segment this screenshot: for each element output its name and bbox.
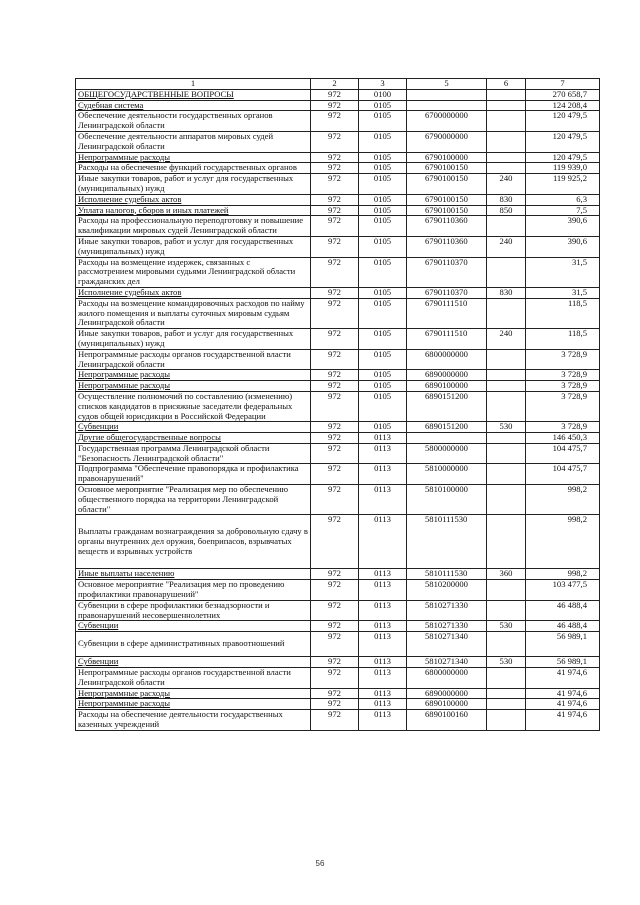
row-name-cell: Иные закупки товаров, работ и услуг для государственных (муниципальных) нужд xyxy=(76,329,311,350)
row-target-cell: 6790100000 xyxy=(407,152,487,163)
row-sum-cell: 270 658,7 xyxy=(526,89,600,100)
row-sum-cell: 390,6 xyxy=(526,216,600,237)
table-row xyxy=(76,131,600,152)
row-target-cell: 6800000000 xyxy=(407,668,487,689)
row-name-cell: Непрограммные расходы xyxy=(76,370,311,381)
table-row xyxy=(76,111,600,132)
table-row xyxy=(76,152,600,163)
row-type-cell xyxy=(487,257,526,287)
row-sum-cell: 3 728,9 xyxy=(526,349,600,370)
row-ved-cell: 972 xyxy=(311,668,359,689)
header-cell: 3 xyxy=(359,79,407,90)
row-target-cell: 6790100150 xyxy=(407,194,487,205)
row-ved-cell: 972 xyxy=(311,174,359,195)
row-name-cell: ОБЩЕГОСУДАРСТВЕННЫЕ ВОПРОСЫ xyxy=(76,89,311,100)
row-ved-cell: 972 xyxy=(311,236,359,257)
row-target-cell xyxy=(407,100,487,111)
row-section-cell: 0113 xyxy=(359,580,407,601)
row-ved-cell: 972 xyxy=(311,111,359,132)
row-name-cell: Расходы на профессиональную переподготовку и повышение квалификации мировых судей Ленинградской области xyxy=(76,216,311,237)
row-ved-cell: 972 xyxy=(311,298,359,328)
row-name-cell: Осуществление полномочий по составлению (изменению) списков кандидатов в присяжные заседатели федеральных судов общей юрисдикции в Российской Федерации xyxy=(76,391,311,421)
row-sum-cell: 119 925,2 xyxy=(526,174,600,195)
row-ved-cell: 972 xyxy=(311,621,359,632)
row-type-cell xyxy=(487,131,526,152)
row-target-cell: 6790111510 xyxy=(407,298,487,328)
row-type-cell xyxy=(487,111,526,132)
row-ved-cell: 972 xyxy=(311,349,359,370)
row-section-cell: 0105 xyxy=(359,174,407,195)
row-type-cell xyxy=(487,710,526,731)
row-name-cell: Выплаты гражданам вознаграждения за добровольную сдачу в органы внутренних дел оружия, боеприпасов, взрывчатых веществ и взрывных устройств xyxy=(76,515,311,569)
table-row xyxy=(76,621,600,632)
row-target-cell: 5810271340 xyxy=(407,632,487,657)
row-target-cell: 5810271340 xyxy=(407,657,487,668)
row-ved-cell: 972 xyxy=(311,163,359,174)
table-row xyxy=(76,205,600,216)
row-section-cell: 0113 xyxy=(359,710,407,731)
row-section-cell: 0105 xyxy=(359,194,407,205)
row-section-cell: 0113 xyxy=(359,569,407,580)
budget-table xyxy=(75,78,600,731)
row-target-cell: 6790100150 xyxy=(407,174,487,195)
row-ved-cell: 972 xyxy=(311,688,359,699)
row-sum-cell: 56 989,1 xyxy=(526,657,600,668)
row-name-cell: Непрограммные расходы xyxy=(76,152,311,163)
row-ved-cell: 972 xyxy=(311,100,359,111)
row-type-cell xyxy=(487,485,526,515)
row-name-cell: Непрограммные расходы органов государственной власти Ленинградской области xyxy=(76,668,311,689)
row-name-cell: Непрограммные расходы xyxy=(76,381,311,392)
row-ved-cell: 972 xyxy=(311,329,359,350)
row-sum-cell: 7,5 xyxy=(526,205,600,216)
row-ved-cell: 972 xyxy=(311,194,359,205)
row-sum-cell: 104 475,7 xyxy=(526,443,600,464)
table-row xyxy=(76,89,600,100)
row-target-cell: 6700000000 xyxy=(407,111,487,132)
row-ved-cell: 972 xyxy=(311,370,359,381)
row-ved-cell: 972 xyxy=(311,131,359,152)
row-name-cell: Иные закупки товаров, работ и услуг для государственных (муниципальных) нужд xyxy=(76,236,311,257)
row-ved-cell: 972 xyxy=(311,710,359,731)
row-type-cell: 240 xyxy=(487,236,526,257)
row-name-cell: Иные закупки товаров, работ и услуг для государственных (муниципальных) нужд xyxy=(76,174,311,195)
row-target-cell: 6790110360 xyxy=(407,216,487,237)
table-row xyxy=(76,464,600,485)
table-row xyxy=(76,236,600,257)
row-sum-cell: 146 450,3 xyxy=(526,433,600,444)
row-name-cell: Расходы на возмещение издержек, связанных с рассмотрением мировыми судьями Ленинградской области гражданских дел xyxy=(76,257,311,287)
row-name-cell: Непрограммные расходы органов государственной власти Ленинградской области xyxy=(76,349,311,370)
page-number: 56 xyxy=(315,859,325,868)
row-sum-cell: 56 989,1 xyxy=(526,632,600,657)
row-ved-cell: 972 xyxy=(311,89,359,100)
row-target-cell: 6890000000 xyxy=(407,370,487,381)
row-name-cell: Иные выплаты населению xyxy=(76,569,311,580)
row-sum-cell: 118,5 xyxy=(526,298,600,328)
row-ved-cell: 972 xyxy=(311,257,359,287)
row-section-cell: 0105 xyxy=(359,257,407,287)
row-target-cell: 6800000000 xyxy=(407,349,487,370)
row-section-cell: 0105 xyxy=(359,131,407,152)
table-row xyxy=(76,100,600,111)
row-ved-cell: 972 xyxy=(311,600,359,621)
row-sum-cell: 41 974,6 xyxy=(526,710,600,731)
row-section-cell: 0113 xyxy=(359,433,407,444)
row-type-cell xyxy=(487,89,526,100)
row-type-cell: 240 xyxy=(487,174,526,195)
row-target-cell: 6790110360 xyxy=(407,236,487,257)
row-sum-cell: 998,2 xyxy=(526,515,600,569)
row-sum-cell: 124 208,4 xyxy=(526,100,600,111)
table-row xyxy=(76,391,600,421)
row-name-cell: Государственная программа Ленинградской области "Безопасность Ленинградской области" xyxy=(76,443,311,464)
row-type-cell xyxy=(487,688,526,699)
row-sum-cell: 120 479,5 xyxy=(526,111,600,132)
row-target-cell: 6890100000 xyxy=(407,381,487,392)
row-target-cell: 5810000000 xyxy=(407,464,487,485)
row-ved-cell: 972 xyxy=(311,657,359,668)
row-sum-cell: 120 479,5 xyxy=(526,152,600,163)
row-ved-cell: 972 xyxy=(311,433,359,444)
row-name-cell: Субвенции xyxy=(76,621,311,632)
table-row xyxy=(76,216,600,237)
row-target-cell: 6890151200 xyxy=(407,391,487,421)
table-row xyxy=(76,381,600,392)
row-section-cell: 0113 xyxy=(359,464,407,485)
table-row xyxy=(76,632,600,657)
row-sum-cell: 31,5 xyxy=(526,257,600,287)
row-section-cell: 0113 xyxy=(359,443,407,464)
row-ved-cell: 972 xyxy=(311,632,359,657)
row-type-cell xyxy=(487,163,526,174)
row-sum-cell: 41 974,6 xyxy=(526,699,600,710)
row-name-cell: Исполнение судебных актов xyxy=(76,287,311,298)
table-row xyxy=(76,699,600,710)
row-target-cell: 6890000000 xyxy=(407,688,487,699)
row-sum-cell: 31,5 xyxy=(526,287,600,298)
table-row xyxy=(76,688,600,699)
row-section-cell: 0105 xyxy=(359,422,407,433)
row-type-cell xyxy=(487,443,526,464)
row-target-cell: 5810111530 xyxy=(407,569,487,580)
row-section-cell: 0105 xyxy=(359,329,407,350)
row-ved-cell: 972 xyxy=(311,580,359,601)
row-type-cell xyxy=(487,349,526,370)
row-sum-cell: 118,5 xyxy=(526,329,600,350)
row-type-cell xyxy=(487,433,526,444)
row-target-cell xyxy=(407,89,487,100)
row-ved-cell: 972 xyxy=(311,443,359,464)
row-name-cell: Судебная система xyxy=(76,100,311,111)
row-ved-cell: 972 xyxy=(311,205,359,216)
row-section-cell: 0105 xyxy=(359,152,407,163)
row-type-cell xyxy=(487,391,526,421)
row-target-cell: 6890100000 xyxy=(407,699,487,710)
table-row xyxy=(76,668,600,689)
row-section-cell: 0105 xyxy=(359,370,407,381)
table-row xyxy=(76,710,600,731)
row-type-cell xyxy=(487,381,526,392)
row-name-cell: Расходы на обеспечение деятельности государственных казенных учреждений xyxy=(76,710,311,731)
table-row xyxy=(76,433,600,444)
table-row xyxy=(76,257,600,287)
row-target-cell: 5810200000 xyxy=(407,580,487,601)
row-sum-cell: 46 488,4 xyxy=(526,621,600,632)
table-row xyxy=(76,370,600,381)
row-ved-cell: 972 xyxy=(311,152,359,163)
row-target-cell: 6890151200 xyxy=(407,422,487,433)
row-target-cell: 6790000000 xyxy=(407,131,487,152)
row-sum-cell: 390,6 xyxy=(526,236,600,257)
table-row xyxy=(76,163,600,174)
table-row xyxy=(76,329,600,350)
row-target-cell: 5810100000 xyxy=(407,485,487,515)
header-cell: 6 xyxy=(487,79,526,90)
row-name-cell: Исполнение судебных актов xyxy=(76,194,311,205)
table-row xyxy=(76,485,600,515)
row-type-cell: 830 xyxy=(487,287,526,298)
row-ved-cell: 972 xyxy=(311,485,359,515)
row-type-cell: 850 xyxy=(487,205,526,216)
row-name-cell: Субвенции xyxy=(76,657,311,668)
row-section-cell: 0105 xyxy=(359,216,407,237)
row-type-cell: 530 xyxy=(487,422,526,433)
row-sum-cell: 119 939,0 xyxy=(526,163,600,174)
row-name-cell: Расходы на обеспечение функций государственных органов xyxy=(76,163,311,174)
row-section-cell: 0113 xyxy=(359,632,407,657)
row-type-cell xyxy=(487,600,526,621)
row-type-cell xyxy=(487,464,526,485)
row-section-cell: 0113 xyxy=(359,688,407,699)
row-target-cell: 5800000000 xyxy=(407,443,487,464)
row-sum-cell: 104 475,7 xyxy=(526,464,600,485)
row-section-cell: 0105 xyxy=(359,236,407,257)
row-type-cell xyxy=(487,580,526,601)
row-target-cell: 5810271330 xyxy=(407,621,487,632)
row-name-cell: Уплата налогов, сборов и иных платежей xyxy=(76,205,311,216)
row-type-cell xyxy=(487,216,526,237)
row-name-cell: Субвенции в сфере профилактики безнадзорности и правонарушений несовершеннолетних xyxy=(76,600,311,621)
row-sum-cell: 3 728,9 xyxy=(526,391,600,421)
header-cell: 5 xyxy=(407,79,487,90)
header-cell: 1 xyxy=(76,79,311,90)
row-type-cell: 530 xyxy=(487,657,526,668)
row-name-cell: Субвенции xyxy=(76,422,311,433)
row-ved-cell: 972 xyxy=(311,287,359,298)
row-type-cell: 240 xyxy=(487,329,526,350)
row-section-cell: 0105 xyxy=(359,205,407,216)
row-sum-cell: 3 728,9 xyxy=(526,422,600,433)
row-section-cell: 0105 xyxy=(359,100,407,111)
row-target-cell: 6790110370 xyxy=(407,257,487,287)
row-name-cell: Подпрограмма "Обеспечение правопорядка и профилактика правонарушений" xyxy=(76,464,311,485)
row-name-cell: Обеспечение деятельности государственных органов Ленинградской области xyxy=(76,111,311,132)
row-sum-cell: 46 488,4 xyxy=(526,600,600,621)
row-name-cell: Непрограммные расходы xyxy=(76,688,311,699)
row-ved-cell: 972 xyxy=(311,699,359,710)
row-target-cell: 6790111510 xyxy=(407,329,487,350)
row-ved-cell: 972 xyxy=(311,422,359,433)
row-section-cell: 0113 xyxy=(359,600,407,621)
table-row xyxy=(76,287,600,298)
row-ved-cell: 972 xyxy=(311,216,359,237)
table-row xyxy=(76,580,600,601)
row-section-cell: 0113 xyxy=(359,485,407,515)
row-section-cell: 0113 xyxy=(359,657,407,668)
table-row xyxy=(76,443,600,464)
row-ved-cell: 972 xyxy=(311,381,359,392)
row-name-cell: Основное мероприятие "Реализация мер по проведению профилактики правонарушений" xyxy=(76,580,311,601)
row-target-cell: 5810111530 xyxy=(407,515,487,569)
row-sum-cell: 41 974,6 xyxy=(526,668,600,689)
table-row xyxy=(76,194,600,205)
row-ved-cell: 972 xyxy=(311,515,359,569)
row-name-cell: Расходы на возмещение командировочных расходов по найму жилого помещения и выплаты суточных мировым судьям Ленинградской области xyxy=(76,298,311,328)
row-section-cell: 0105 xyxy=(359,349,407,370)
row-section-cell: 0105 xyxy=(359,163,407,174)
header-cell: 7 xyxy=(526,79,600,90)
row-type-cell xyxy=(487,298,526,328)
row-name-cell: Основное мероприятие "Реализация мер по обеспечению общественного порядка на территории Ленинградской области" xyxy=(76,485,311,515)
row-type-cell: 530 xyxy=(487,621,526,632)
row-ved-cell: 972 xyxy=(311,464,359,485)
row-section-cell: 0113 xyxy=(359,515,407,569)
row-sum-cell: 3 728,9 xyxy=(526,381,600,392)
row-ved-cell: 972 xyxy=(311,391,359,421)
row-section-cell: 0105 xyxy=(359,391,407,421)
row-type-cell xyxy=(487,699,526,710)
row-section-cell: 0105 xyxy=(359,298,407,328)
table-row xyxy=(76,422,600,433)
row-type-cell xyxy=(487,100,526,111)
row-type-cell: 360 xyxy=(487,569,526,580)
row-target-cell: 6790100150 xyxy=(407,163,487,174)
table-row xyxy=(76,657,600,668)
row-type-cell xyxy=(487,370,526,381)
row-type-cell xyxy=(487,668,526,689)
row-section-cell: 0105 xyxy=(359,287,407,298)
row-name-cell: Субвенции в сфере административных правоотношений xyxy=(76,632,311,657)
table-row xyxy=(76,298,600,328)
row-section-cell: 0100 xyxy=(359,89,407,100)
row-sum-cell: 103 477,5 xyxy=(526,580,600,601)
table-row xyxy=(76,569,600,580)
row-section-cell: 0113 xyxy=(359,668,407,689)
row-section-cell: 0113 xyxy=(359,699,407,710)
row-sum-cell: 998,2 xyxy=(526,569,600,580)
row-section-cell: 0105 xyxy=(359,381,407,392)
table-row xyxy=(76,349,600,370)
row-sum-cell: 120 479,5 xyxy=(526,131,600,152)
header-cell: 2 xyxy=(311,79,359,90)
row-target-cell: 6790110370 xyxy=(407,287,487,298)
table-row xyxy=(76,515,600,569)
row-ved-cell: 972 xyxy=(311,569,359,580)
row-sum-cell: 6,3 xyxy=(526,194,600,205)
row-name-cell: Другие общегосударственные вопросы xyxy=(76,433,311,444)
row-target-cell: 6890100160 xyxy=(407,710,487,731)
row-name-cell: Непрограммные расходы xyxy=(76,699,311,710)
row-type-cell: 830 xyxy=(487,194,526,205)
row-sum-cell: 41 974,6 xyxy=(526,688,600,699)
table-header-row xyxy=(76,79,600,90)
row-sum-cell: 3 728,9 xyxy=(526,370,600,381)
row-target-cell: 5810271330 xyxy=(407,600,487,621)
row-type-cell xyxy=(487,632,526,657)
table-row xyxy=(76,174,600,195)
row-section-cell: 0105 xyxy=(359,111,407,132)
row-section-cell: 0113 xyxy=(359,621,407,632)
row-sum-cell: 998,2 xyxy=(526,485,600,515)
row-type-cell xyxy=(487,152,526,163)
row-type-cell xyxy=(487,515,526,569)
row-target-cell: 6790100150 xyxy=(407,205,487,216)
row-target-cell xyxy=(407,433,487,444)
row-name-cell: Обеспечение деятельности аппаратов мировых судей Ленинградской области xyxy=(76,131,311,152)
table-row xyxy=(76,600,600,621)
